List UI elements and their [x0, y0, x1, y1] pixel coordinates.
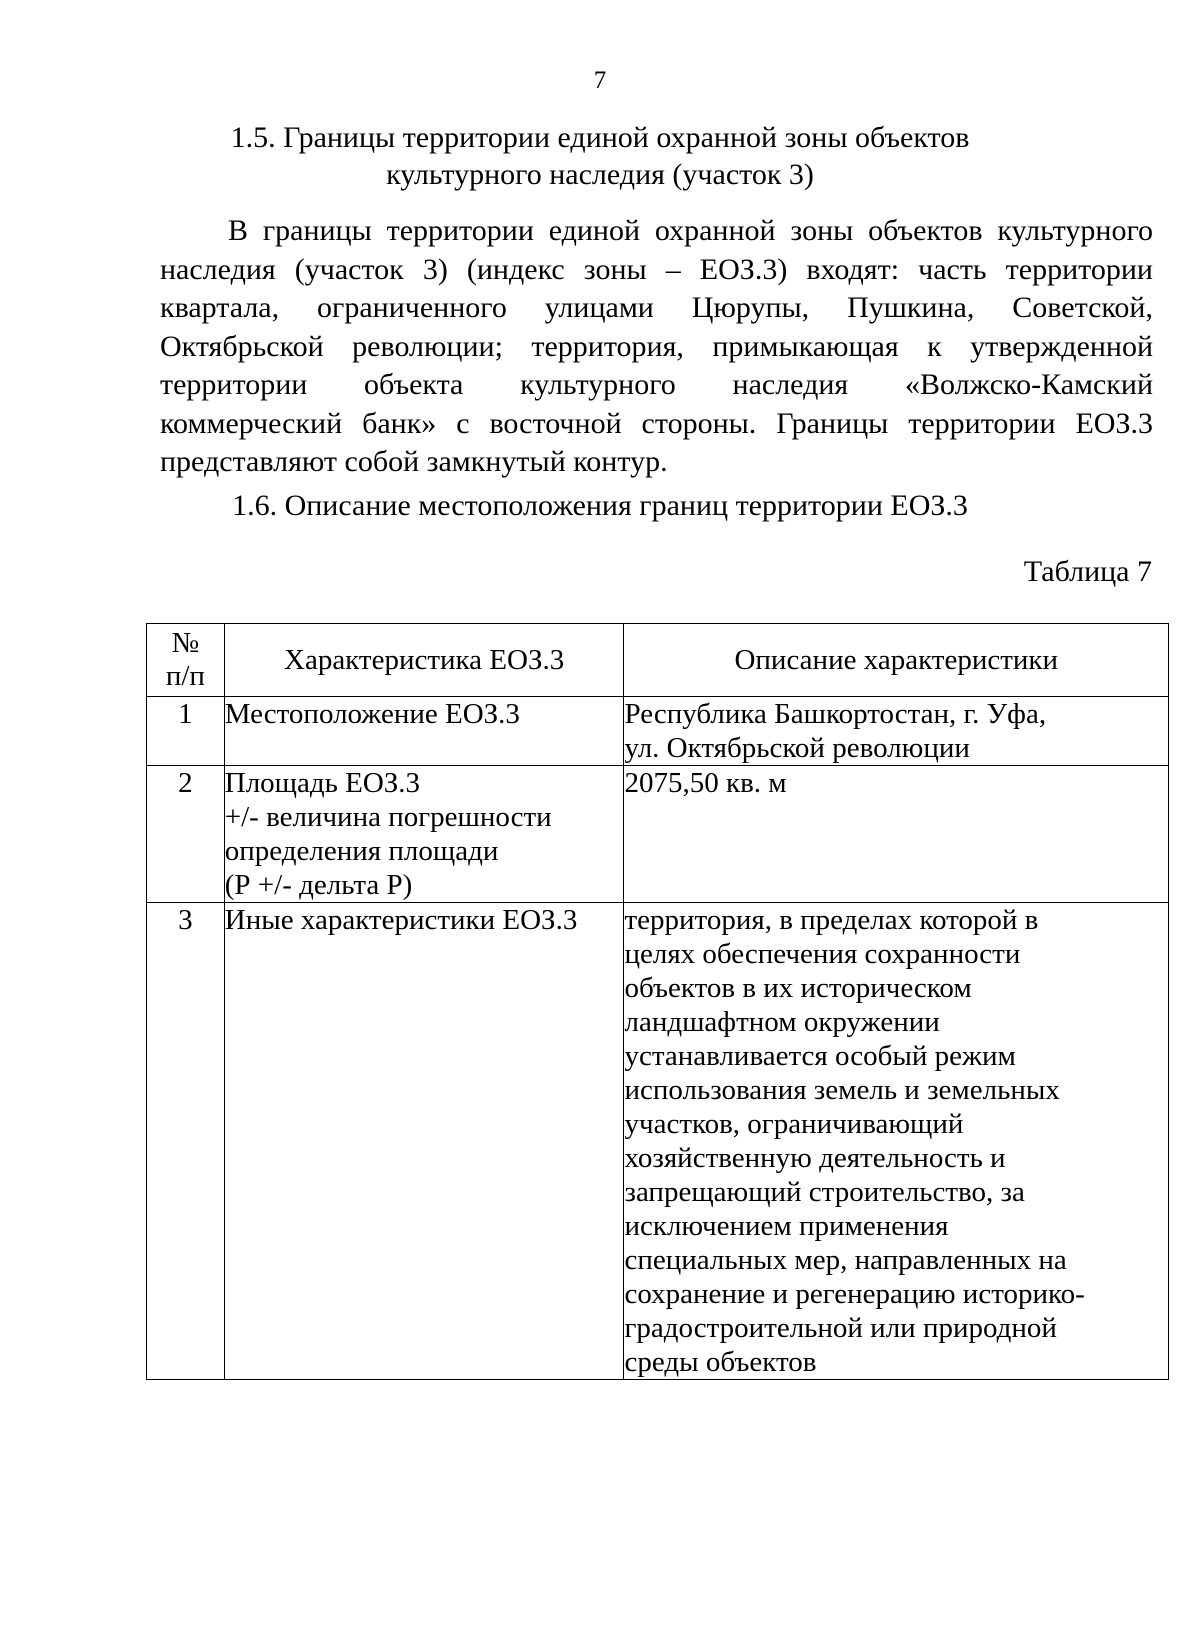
table-row	[147, 697, 1169, 766]
header-characteristic	[224, 624, 624, 697]
cell-line: объектов в их историческом	[624, 972, 972, 1004]
cell-line: (Р +/- дельта Р)	[224, 869, 413, 901]
cell-line: ландшафтном окружении	[624, 1006, 940, 1038]
paragraph-line: коммерческий банк» с восточной стороны. Границы территории ЕОЗ.3	[160, 406, 1153, 440]
paragraph-line: квартала, ограниченного улицами Цюрупы, Пушкина, Советской,	[160, 291, 1153, 324]
row-number: 1	[147, 697, 225, 766]
table-row	[147, 903, 1169, 1380]
cell-line: устанавливается особый режим	[624, 1040, 1016, 1072]
header-num-line: п/п	[165, 660, 205, 692]
cell-line: градостроительной или природной	[624, 1312, 1057, 1344]
body-paragraph	[160, 212, 1153, 482]
header-num	[147, 624, 225, 697]
cell-line: сохранение и регенерацию историко-	[624, 1278, 1085, 1310]
cell-line: хозяйственную деятельность и	[624, 1142, 1006, 1174]
row-number: 2	[147, 766, 225, 903]
cell-line: территория, в пределах которой в	[624, 904, 1039, 936]
cell-line: исключением применения	[624, 1210, 949, 1242]
table-caption: Таблица 7	[1023, 555, 1152, 588]
paragraph-line: представляют собой замкнутый контур.	[160, 445, 668, 478]
paragraph-line: наследия (участок 3) (индекс зоны – ЕОЗ.3) входят: часть территории	[160, 252, 1153, 286]
table-header-row	[147, 624, 1169, 697]
row-characteristic	[224, 903, 624, 1380]
paragraph-line: территории объекта культурного наследия «Волжско-Камский	[160, 368, 1153, 401]
row-description	[624, 697, 1169, 766]
cell-line: +/- величина погрешности	[224, 801, 552, 833]
heading-line: 1.5. Границы территории единой охранной зоны объектов	[230, 121, 970, 154]
cell-line: Республика Башкортостан, г. Уфа,	[624, 698, 1047, 730]
cell-line: запрещающий строительство, за	[624, 1176, 1025, 1208]
page-number: 7	[593, 67, 607, 94]
header-num-line: №	[171, 627, 200, 659]
cell-line: участков, ограничивающий	[624, 1108, 964, 1140]
header-description	[624, 624, 1169, 697]
cell-line: Иные характеристики ЕОЗ.3	[224, 904, 578, 936]
paragraph-line: Октябрьской революции; территория, примыкающая к утвержденной	[160, 329, 1153, 363]
cell-line: Местоположение ЕОЗ.3	[224, 698, 520, 730]
cell-line: специальных мер, направленных на	[624, 1244, 1067, 1276]
row-characteristic	[224, 766, 624, 903]
heading-line: культурного наследия (участок 3)	[386, 158, 814, 191]
cell-line: среды объектов	[624, 1346, 817, 1378]
section-heading	[150, 119, 1050, 193]
header-description-text: Описание характеристики	[734, 643, 1059, 676]
row-characteristic	[224, 697, 624, 766]
subsection-heading: 1.6. Описание местоположения границ территории ЕОЗ.3	[232, 489, 968, 522]
cell-line: 2075,50 кв. м	[624, 767, 787, 799]
paragraph-line: В границы территории единой охранной зоны объектов культурного	[228, 214, 1153, 247]
cell-line: целях обеспечения сохранности	[624, 938, 1021, 970]
cell-line: определения площади	[224, 835, 499, 867]
row-description	[624, 766, 1169, 903]
header-characteristic-text: Характеристика ЕОЗ.3	[284, 643, 565, 676]
characteristics-table	[146, 623, 1169, 1380]
row-description	[624, 903, 1169, 1380]
cell-line: использования земель и земельных	[624, 1074, 1060, 1106]
table-row	[147, 766, 1169, 903]
row-number: 3	[147, 903, 225, 1380]
cell-line: ул. Октябрьской революции	[624, 732, 970, 764]
cell-line: Площадь ЕОЗ.3	[224, 767, 421, 799]
